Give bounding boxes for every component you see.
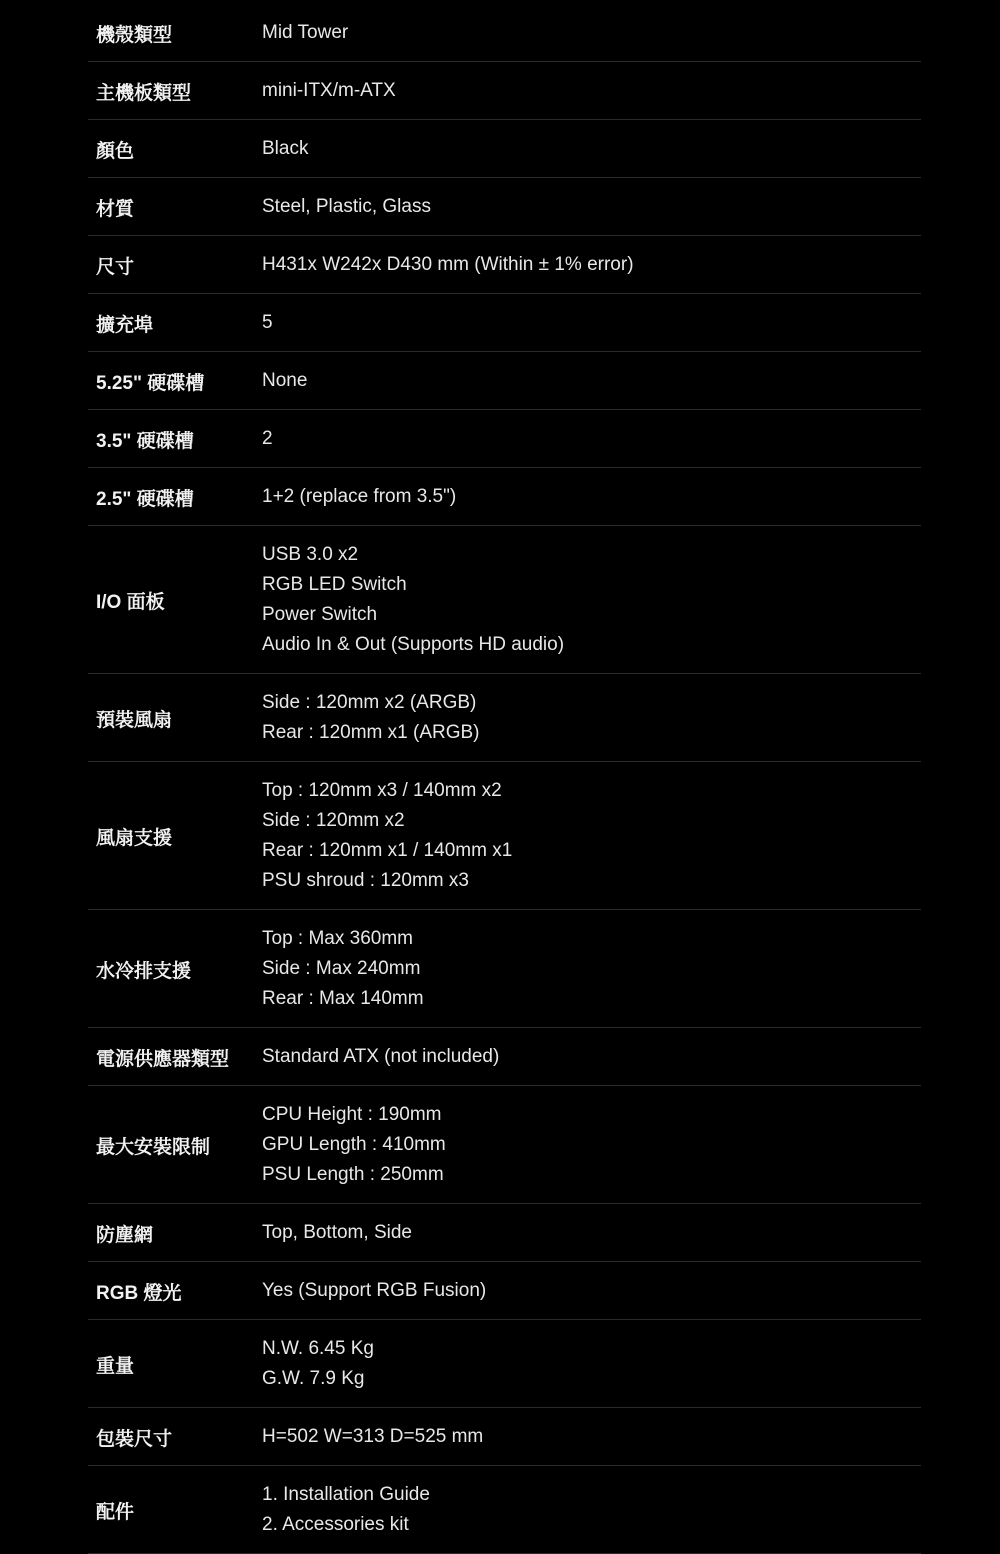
spec-row xyxy=(88,120,921,178)
spec-row xyxy=(88,62,921,120)
spec-values xyxy=(262,482,921,512)
spec-row xyxy=(88,910,921,1028)
spec-label: 機殼類型 xyxy=(96,24,173,46)
spec-values xyxy=(262,1480,921,1540)
spec-value-line: mini-ITX/m-ATX xyxy=(262,80,396,101)
spec-row xyxy=(88,178,921,236)
spec-row xyxy=(88,1028,921,1086)
spec-label: 主機板類型 xyxy=(96,82,192,104)
spec-row xyxy=(88,468,921,526)
spec-label: 包裝尺寸 xyxy=(96,1428,173,1450)
spec-value-line: 1. Installation Guide xyxy=(262,1484,430,1505)
spec-label: 顏色 xyxy=(96,140,135,162)
spec-value-line: RGB LED Switch xyxy=(262,574,407,595)
spec-value-line: 2. Accessories kit xyxy=(262,1514,409,1535)
spec-row xyxy=(88,1086,921,1204)
spec-values xyxy=(262,250,921,280)
spec-table xyxy=(88,4,921,1554)
spec-label: 2.5" 硬碟槽 xyxy=(96,488,194,510)
spec-value-line: CPU Height : 190mm xyxy=(262,1104,442,1125)
spec-values xyxy=(262,1334,921,1394)
spec-value-line: G.W. 7.9 Kg xyxy=(262,1368,365,1389)
spec-label: 風扇支援 xyxy=(96,827,173,849)
spec-label: RGB 燈光 xyxy=(96,1282,182,1304)
spec-value-line: None xyxy=(262,370,308,391)
spec-values xyxy=(262,688,921,748)
spec-label: 預裝風扇 xyxy=(96,709,173,731)
spec-value-line: Yes (Support RGB Fusion) xyxy=(262,1280,487,1301)
spec-row xyxy=(88,762,921,910)
spec-value-line: PSU shroud : 120mm x3 xyxy=(262,870,469,891)
spec-value-line: H=502 W=313 D=525 mm xyxy=(262,1426,484,1447)
spec-value-line: Top, Bottom, Side xyxy=(262,1222,412,1243)
spec-value-line: Top : Max 360mm xyxy=(262,928,413,949)
spec-values xyxy=(262,192,921,222)
spec-value-line: Rear : 120mm x1 (ARGB) xyxy=(262,722,480,743)
spec-value-line: 2 xyxy=(262,428,273,449)
spec-value-line: USB 3.0 x2 xyxy=(262,544,359,565)
spec-row xyxy=(88,236,921,294)
spec-row xyxy=(88,1204,921,1262)
spec-value-line: Standard ATX (not included) xyxy=(262,1046,500,1067)
spec-label: 水冷排支援 xyxy=(96,960,192,982)
spec-values xyxy=(262,776,921,896)
spec-values xyxy=(262,1042,921,1072)
spec-label: 防塵網 xyxy=(96,1224,154,1246)
spec-value-line: Side : 120mm x2 (ARGB) xyxy=(262,692,477,713)
spec-values xyxy=(262,366,921,396)
spec-row xyxy=(88,674,921,762)
spec-value-line: Audio In & Out (Supports HD audio) xyxy=(262,634,565,655)
spec-values xyxy=(262,1276,921,1306)
spec-label: 3.5" 硬碟槽 xyxy=(96,430,194,452)
spec-values xyxy=(262,18,921,48)
spec-row xyxy=(88,526,921,674)
spec-row xyxy=(88,1320,921,1408)
spec-values xyxy=(262,76,921,106)
spec-value-line: Steel, Plastic, Glass xyxy=(262,196,431,217)
spec-values xyxy=(262,308,921,338)
spec-value-line: Side : 120mm x2 xyxy=(262,810,405,831)
spec-value-line: GPU Length : 410mm xyxy=(262,1134,446,1155)
spec-label: I/O 面板 xyxy=(96,591,165,613)
spec-label: 重量 xyxy=(96,1355,135,1377)
spec-values xyxy=(262,1422,921,1452)
spec-values xyxy=(262,134,921,164)
spec-values xyxy=(262,1218,921,1248)
spec-value-line: H431x W242x D430 mm (Within ± 1% error) xyxy=(262,254,634,275)
spec-label: 尺寸 xyxy=(96,256,135,278)
spec-value-line: Rear : Max 140mm xyxy=(262,988,424,1009)
spec-label: 5.25" 硬碟槽 xyxy=(96,372,205,394)
spec-label: 材質 xyxy=(96,198,135,220)
spec-value-line: Rear : 120mm x1 / 140mm x1 xyxy=(262,840,513,861)
spec-value-line: 5 xyxy=(262,312,273,333)
spec-value-line: Mid Tower xyxy=(262,22,349,43)
spec-value-line: N.W. 6.45 Kg xyxy=(262,1338,374,1359)
spec-values xyxy=(262,540,921,660)
spec-label: 配件 xyxy=(96,1501,135,1523)
spec-value-line: Power Switch xyxy=(262,604,378,625)
spec-value-line: PSU Length : 250mm xyxy=(262,1164,444,1185)
spec-row xyxy=(88,1466,921,1554)
spec-row xyxy=(88,352,921,410)
spec-value-line: Top : 120mm x3 / 140mm x2 xyxy=(262,780,502,801)
spec-values xyxy=(262,1100,921,1190)
spec-row xyxy=(88,1408,921,1466)
spec-label: 擴充埠 xyxy=(96,314,154,336)
spec-row xyxy=(88,294,921,352)
spec-row xyxy=(88,4,921,62)
spec-value-line: Black xyxy=(262,138,309,159)
spec-label: 電源供應器類型 xyxy=(96,1048,230,1070)
spec-value-line: Side : Max 240mm xyxy=(262,958,421,979)
spec-values xyxy=(262,424,921,454)
spec-values xyxy=(262,924,921,1014)
spec-label: 最大安裝限制 xyxy=(96,1136,211,1158)
spec-value-line: 1+2 (replace from 3.5") xyxy=(262,486,457,507)
spec-row xyxy=(88,410,921,468)
spec-row xyxy=(88,1262,921,1320)
